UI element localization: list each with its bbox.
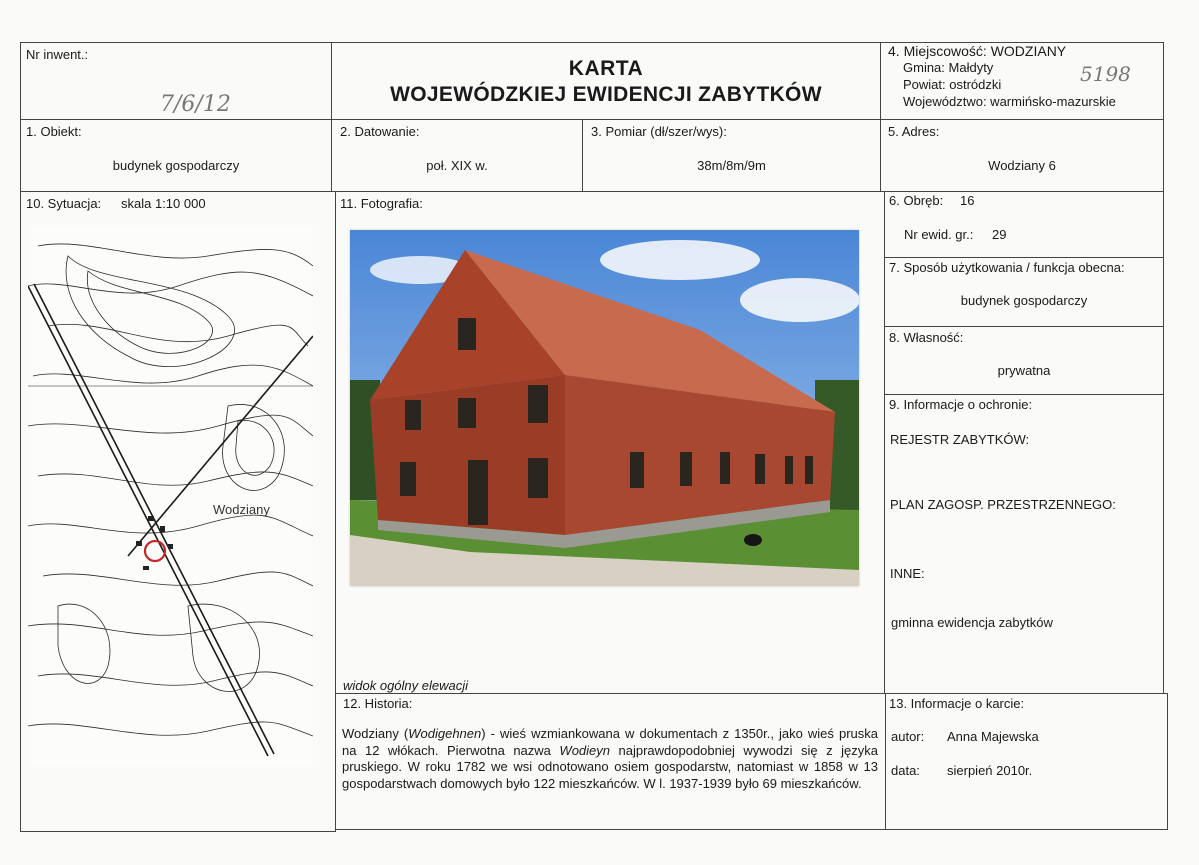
powiat: Powiat: ostródzki <box>903 77 1002 92</box>
gminna-ewidencja: gminna ewidencja zabytków <box>891 615 1053 630</box>
map-place-label: Wodziany <box>213 502 270 517</box>
sytuacja-scale: skala 1:10 000 <box>121 196 206 211</box>
wojewodztwo: Województwo: warmińsko-mazurskie <box>903 94 1116 109</box>
nr-ewid-value: 29 <box>992 227 1007 242</box>
historia-old-name: Wodigehnen <box>408 726 482 741</box>
wlasnosc-label: 8. Własność: <box>889 330 964 345</box>
historia-original-name: Wodieyn <box>559 742 610 758</box>
cell-title <box>331 42 881 120</box>
pomiar-label: 3. Pomiar (dł/szer/wys): <box>591 124 727 139</box>
nr-inwent-handwritten: 7/6/12 <box>160 92 231 117</box>
card-title-line2: WOJEWÓDZKIEJ EWIDENCJI ZABYTKÓW <box>390 83 822 106</box>
plan-label: PLAN ZAGOSP. PRZESTRZENNEGO: <box>890 497 1116 512</box>
photo-frame <box>350 230 859 586</box>
fotografia-label: 11. Fotografia: <box>340 196 423 211</box>
datowanie-label: 2. Datowanie: <box>340 124 420 139</box>
data-value: sierpień 2010r. <box>947 763 1033 778</box>
historia-text <box>342 726 878 792</box>
adres-label: 5. Adres: <box>888 124 940 139</box>
datowanie-value: poł. XIX w. <box>426 158 488 173</box>
ochrona-label: 9. Informacje o ochronie: <box>889 397 1033 412</box>
obiekt-label: 1. Obiekt: <box>26 124 82 139</box>
autor-label: autor: <box>891 729 925 744</box>
card-title-line1: KARTA <box>568 57 644 80</box>
historia-text-part: najprawdopodobniej wywodzi się z języka pruskiego. W roku 1782 we wsi odnotowano osiem gospodarstw, natomiast w 1858 w 13 gospodarstwach domowych było 122 mieszkańców. W l. 1937-1939 było 69 mieszkańców. <box>342 742 878 791</box>
sposob-value: budynek gospodarczy <box>960 293 1088 308</box>
obiekt-value: budynek gospodarczy <box>112 158 240 173</box>
adres-value: Wodziany 6 <box>988 158 1056 173</box>
pomiar-value: 38m/8m/9m <box>697 158 766 173</box>
historia-label: 12. Historia: <box>343 696 413 711</box>
obreb-label: 6. Obręb: <box>889 193 944 208</box>
photo-caption: widok ogólny elewacji <box>343 678 469 693</box>
inne-label: INNE: <box>890 566 925 581</box>
sposob-label: 7. Sposób użytkowania / funkcja obecna: <box>889 260 1125 275</box>
autor-value: Anna Majewska <box>947 729 1039 744</box>
nr-inwent-label: Nr inwent.: <box>26 47 89 62</box>
karta-label: 13. Informacje o karcie: <box>889 696 1025 711</box>
nr-ewid-label: Nr ewid. gr.: <box>904 227 974 242</box>
historia-text-part: ) - wieś wzmiankowana w dokumentach z 1350r., jako wieś pruska na 12 włókach. Pierwotna nazwa <box>342 726 878 758</box>
barn-photo <box>350 230 859 586</box>
data-label: data: <box>891 763 920 778</box>
cell-karta <box>885 693 1168 830</box>
rejestr-label: REJESTR ZABYTKÓW: <box>890 432 1030 447</box>
card-number-handwritten: 5198 <box>1080 62 1131 86</box>
gmina: Gmina: Małdyty <box>903 60 994 75</box>
sytuacja-label: 10. Sytuacja: <box>26 196 102 211</box>
miejscowosc: 4. Miejscowość: WODZIANY <box>888 43 1067 59</box>
wlasnosc-value: prywatna <box>997 363 1051 378</box>
obreb-value: 16 <box>960 193 975 208</box>
situation-map <box>28 226 313 766</box>
historia-text-part: Wodziany ( <box>342 726 409 741</box>
